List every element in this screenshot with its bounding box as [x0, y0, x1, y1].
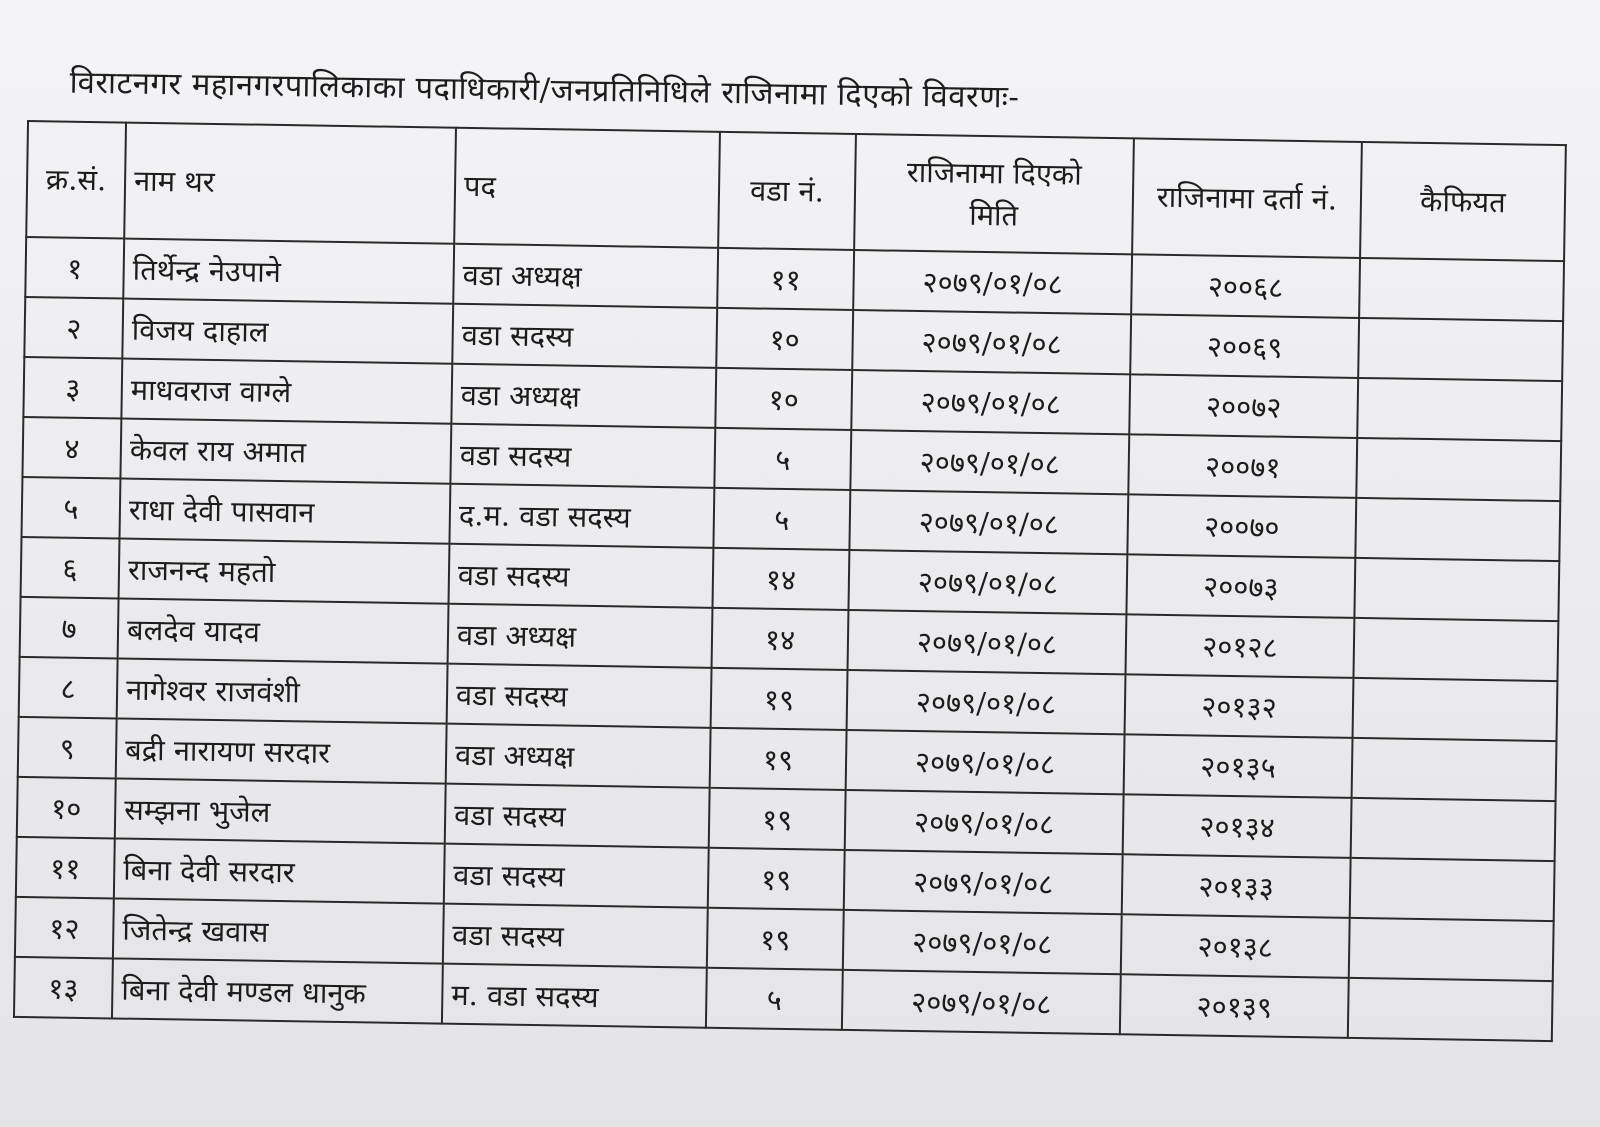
cell-date: २०७९/०१/०८: [846, 730, 1125, 794]
cell-ward: १४: [712, 608, 849, 670]
cell-ward: १९: [709, 788, 846, 850]
cell-date: २०७९/०१/०८: [850, 430, 1129, 494]
cell-name: राधा देवी पासवान: [119, 479, 450, 544]
cell-serial: १२: [15, 897, 114, 959]
cell-post: वडा सदस्य: [443, 904, 708, 968]
cell-registration: २००७०: [1127, 494, 1356, 558]
cell-serial: १: [25, 237, 124, 299]
cell-serial: ३: [23, 357, 122, 419]
cell-date: २०७९/०१/०८: [848, 550, 1127, 614]
cell-date: २०७९/०१/०८: [842, 970, 1121, 1034]
cell-post: वडा सदस्य: [447, 664, 712, 728]
cell-post: वडा सदस्य: [450, 424, 715, 488]
cell-serial: २: [24, 297, 123, 359]
cell-post: वडा अध्यक्ष: [453, 244, 718, 308]
cell-ward: ५: [713, 488, 850, 550]
cell-serial: ४: [22, 417, 121, 479]
cell-date: २०७९/०१/०८: [847, 670, 1126, 734]
cell-registration: २०१३९: [1120, 974, 1349, 1038]
cell-name: बद्री नारायण सरदार: [116, 718, 447, 783]
cell-date: २०७९/०१/०८: [853, 250, 1132, 314]
cell-registration: २०१२८: [1125, 614, 1354, 678]
cell-remarks: [1358, 318, 1563, 381]
cell-remarks: [1348, 978, 1553, 1041]
cell-registration: २००७२: [1129, 374, 1358, 438]
cell-name: जितेन्द्र खवास: [113, 898, 444, 963]
cell-remarks: [1354, 558, 1559, 621]
cell-registration: २०१३३: [1122, 854, 1351, 918]
cell-serial: ६: [21, 537, 120, 599]
header-remarks: कैफियत: [1360, 142, 1566, 261]
cell-date: २०७९/०१/०८: [851, 370, 1130, 434]
header-date-line1: राजिनामा दिएको: [906, 154, 1083, 192]
cell-remarks: [1351, 798, 1556, 861]
cell-registration: २००७३: [1126, 554, 1355, 618]
cell-name: नागेश्वर राजवंशी: [117, 658, 448, 723]
cell-ward: १९: [710, 728, 847, 790]
cell-remarks: [1355, 498, 1560, 561]
cell-serial: ७: [20, 597, 119, 659]
cell-registration: २०१३२: [1125, 674, 1354, 738]
cell-remarks: [1359, 258, 1564, 321]
cell-ward: १४: [712, 548, 849, 610]
header-registration: राजिनामा दर्ता नं.: [1132, 138, 1362, 258]
cell-registration: २००६९: [1130, 314, 1359, 378]
header-post: पद: [454, 128, 720, 248]
cell-serial: ९: [18, 717, 117, 779]
cell-remarks: [1349, 918, 1554, 981]
cell-ward: १९: [708, 848, 845, 910]
header-name: नाम थर: [124, 123, 456, 244]
cell-date: २०७९/०१/०८: [849, 490, 1128, 554]
header-ward: वडा नं.: [718, 132, 856, 250]
cell-name: सम्झना भुजेल: [115, 778, 446, 843]
cell-name: बलदेव यादव: [118, 598, 449, 663]
cell-date: २०७९/०१/०८: [845, 790, 1124, 854]
cell-name: माधवराज वाग्ले: [121, 359, 452, 424]
cell-serial: ५: [22, 477, 121, 539]
cell-remarks: [1356, 438, 1561, 501]
cell-post: द.म. वडा सदस्य: [449, 484, 714, 548]
cell-ward: १०: [715, 368, 852, 430]
cell-ward: १९: [711, 668, 848, 730]
cell-remarks: [1353, 618, 1558, 681]
cell-name: विजय दाहाल: [122, 299, 453, 364]
cell-name: बिना देवी सरदार: [114, 838, 445, 903]
cell-name: तिर्थेन्द्र नेउपाने: [123, 239, 454, 304]
cell-ward: ५: [706, 968, 843, 1030]
cell-post: म. वडा सदस्य: [442, 964, 707, 1028]
cell-ward: १०: [716, 308, 853, 370]
document-heading: विराटनगर महानगरपालिकाका पदाधिकारी/जनप्रतिनिधिले राजिनामा दिएको विवरणः-: [69, 64, 1020, 116]
cell-name: बिना देवी मण्डल धानुक: [112, 958, 443, 1023]
cell-date: २०७९/०१/०८: [844, 850, 1123, 914]
document-sheet: [13, 60, 1600, 1043]
cell-ward: ११: [717, 248, 854, 310]
cell-post: वडा अध्यक्ष: [448, 604, 713, 668]
header-date: [854, 134, 1134, 254]
cell-ward: १९: [707, 908, 844, 970]
cell-serial: ८: [19, 657, 118, 719]
cell-post: वडा सदस्य: [452, 304, 717, 368]
resignation-table: [13, 120, 1567, 1042]
cell-date: २०७९/०१/०८: [843, 910, 1122, 974]
cell-registration: २००७१: [1128, 434, 1357, 498]
header-date-line2: मिति: [968, 197, 1019, 233]
cell-registration: २००६८: [1131, 254, 1360, 318]
cell-post: वडा अध्यक्ष: [451, 364, 716, 428]
cell-remarks: [1357, 378, 1562, 441]
cell-name: राजनन्द महतो: [119, 538, 450, 603]
cell-post: वडा सदस्य: [449, 544, 714, 608]
cell-remarks: [1353, 678, 1558, 741]
cell-registration: २०१३५: [1124, 734, 1353, 798]
cell-serial: १०: [17, 777, 116, 839]
cell-remarks: [1352, 738, 1557, 801]
cell-ward: ५: [714, 428, 851, 490]
cell-registration: २०१३४: [1123, 794, 1352, 858]
header-serial: क्र.सं.: [26, 121, 126, 239]
cell-post: वडा सदस्य: [444, 844, 709, 908]
cell-post: वडा अध्यक्ष: [446, 724, 711, 788]
cell-date: २०७९/०१/०८: [848, 610, 1127, 674]
cell-name: केवल राय अमात: [120, 419, 451, 484]
table-body: [14, 237, 1564, 1041]
cell-serial: ११: [16, 837, 115, 899]
cell-serial: १३: [14, 957, 113, 1019]
cell-remarks: [1350, 858, 1555, 921]
cell-registration: २०१३८: [1121, 914, 1350, 978]
cell-date: २०७९/०१/०८: [852, 310, 1131, 374]
cell-post: वडा सदस्य: [445, 784, 710, 848]
